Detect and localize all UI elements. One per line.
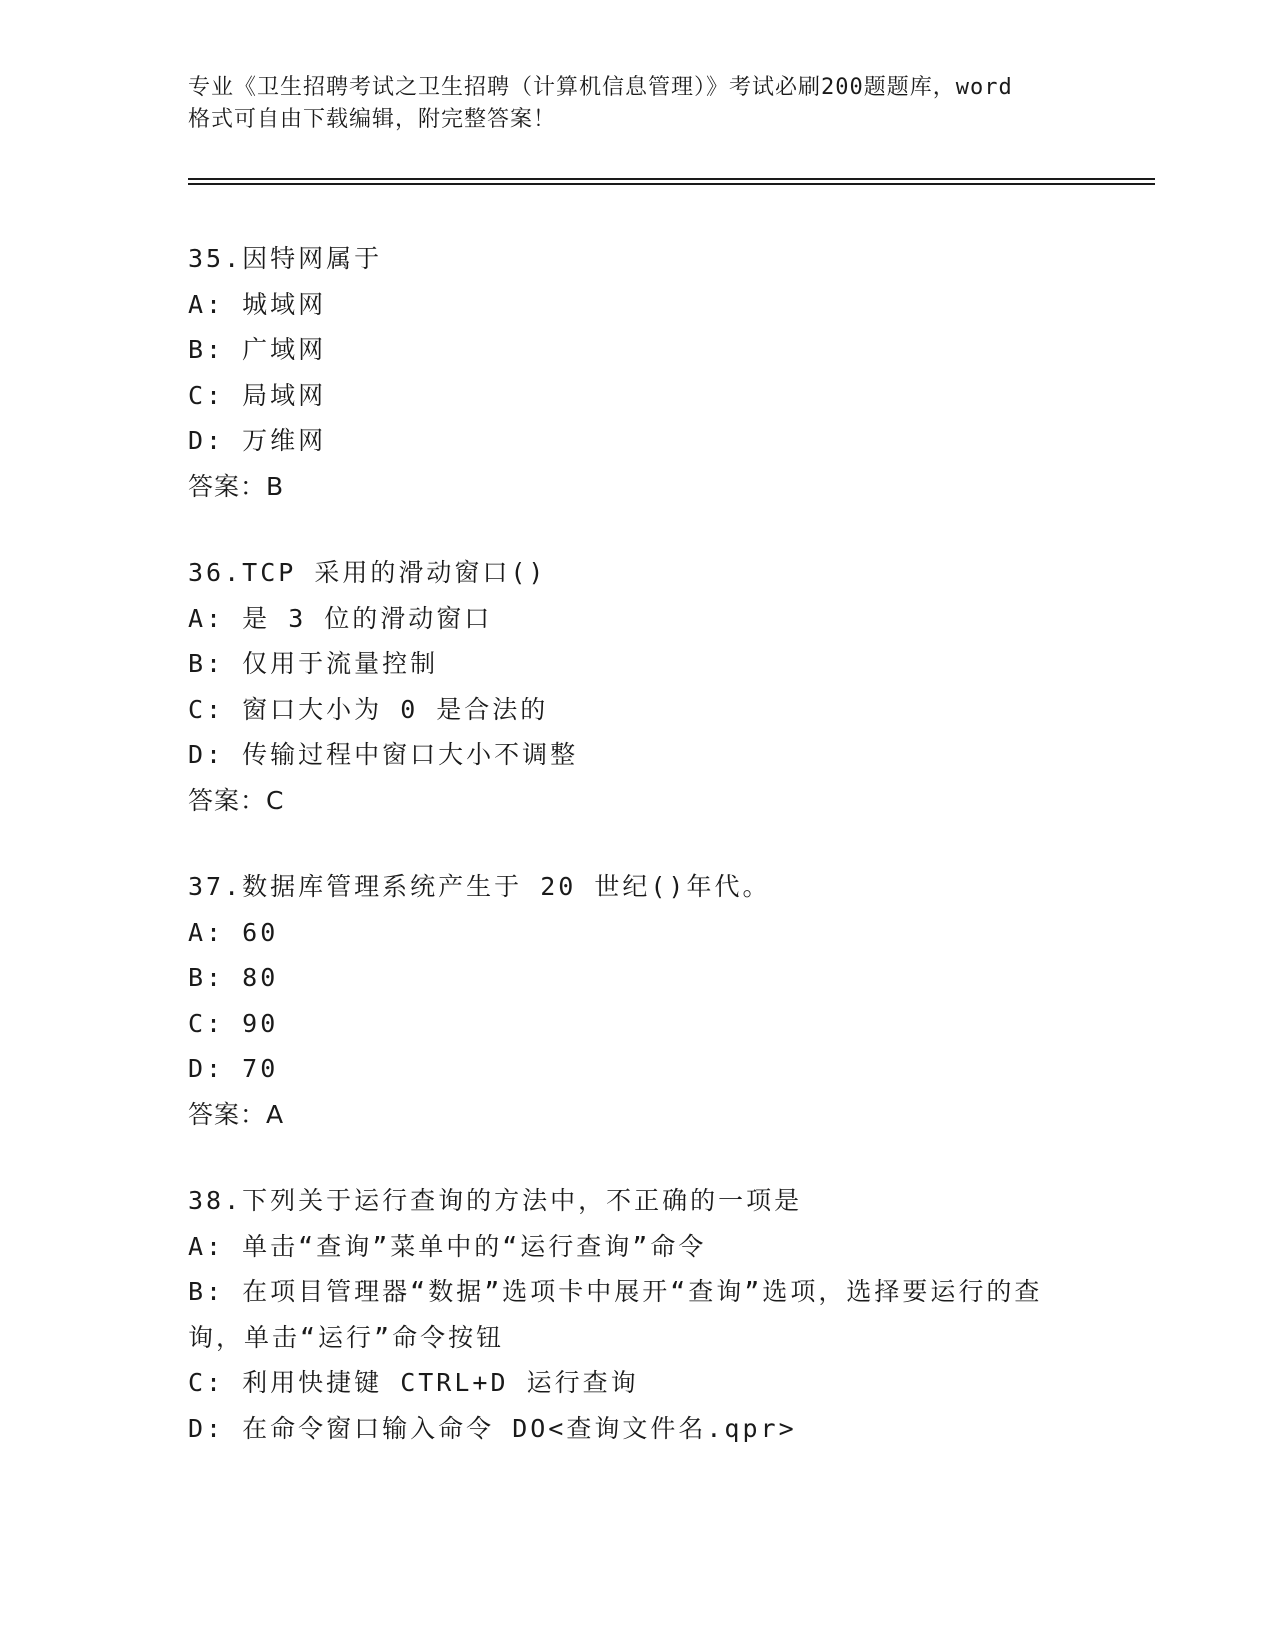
option-b: B: 仅用于流量控制 xyxy=(188,649,439,678)
question-37 xyxy=(188,864,1088,1137)
option-b: B: 80 xyxy=(188,963,279,992)
question-stem: 36.TCP 采用的滑动窗口() xyxy=(188,558,547,587)
answer-key: 答案：C xyxy=(188,785,285,815)
option-d: D: 传输过程中窗口大小不调整 xyxy=(188,740,579,769)
option-c: C: 窗口大小为 0 是合法的 xyxy=(188,694,549,724)
header-line-2: 格式可自由下载编辑，附完整答案！ xyxy=(188,107,557,132)
header-line-1: 专业《卫生招聘考试之卫生招聘（计算机信息管理）》考试必刷200题题库，word xyxy=(188,75,1013,100)
option-a: A: 是 3 位的滑动窗口 xyxy=(188,603,493,633)
header-divider-bottom xyxy=(188,183,1155,185)
option-a: A: 城域网 xyxy=(188,289,327,319)
option-d: D: 在命令窗口输入命令 DO<查询文件名.qpr> xyxy=(188,1413,797,1443)
option-d: D: 70 xyxy=(188,1054,279,1083)
question-stem: 38.下列关于运行查询的方法中，不正确的一项是 xyxy=(188,1186,803,1215)
option-a: A: 60 xyxy=(188,917,279,947)
header-divider-top xyxy=(188,178,1155,180)
answer-key: 答案：B xyxy=(188,471,285,501)
question-stem: 35.因特网属于 xyxy=(188,244,383,273)
option-a: A: 单击“查询”菜单中的“运行查询”命令 xyxy=(188,1231,707,1261)
option-c: C: 利用快捷键 CTRL+D 运行查询 xyxy=(188,1368,639,1397)
option-c: C: 90 xyxy=(188,1008,279,1038)
question-list xyxy=(188,236,1088,1492)
question-35 xyxy=(188,236,1088,509)
question-36 xyxy=(188,550,1088,823)
option-c: C: 局域网 xyxy=(188,380,327,410)
document-header xyxy=(188,72,1088,136)
option-b: B: 广域网 xyxy=(188,335,327,364)
option-b: B: 在项目管理器“数据”选项卡中展开“查询”选项，选择要运行的查询，单击“运行”命令按钮 xyxy=(188,1277,1043,1352)
answer-key: 答案：A xyxy=(188,1099,285,1129)
option-d: D: 万维网 xyxy=(188,426,327,455)
question-stem: 37.数据库管理系统产生于 20 世纪()年代。 xyxy=(188,872,771,901)
question-38 xyxy=(188,1178,1088,1451)
